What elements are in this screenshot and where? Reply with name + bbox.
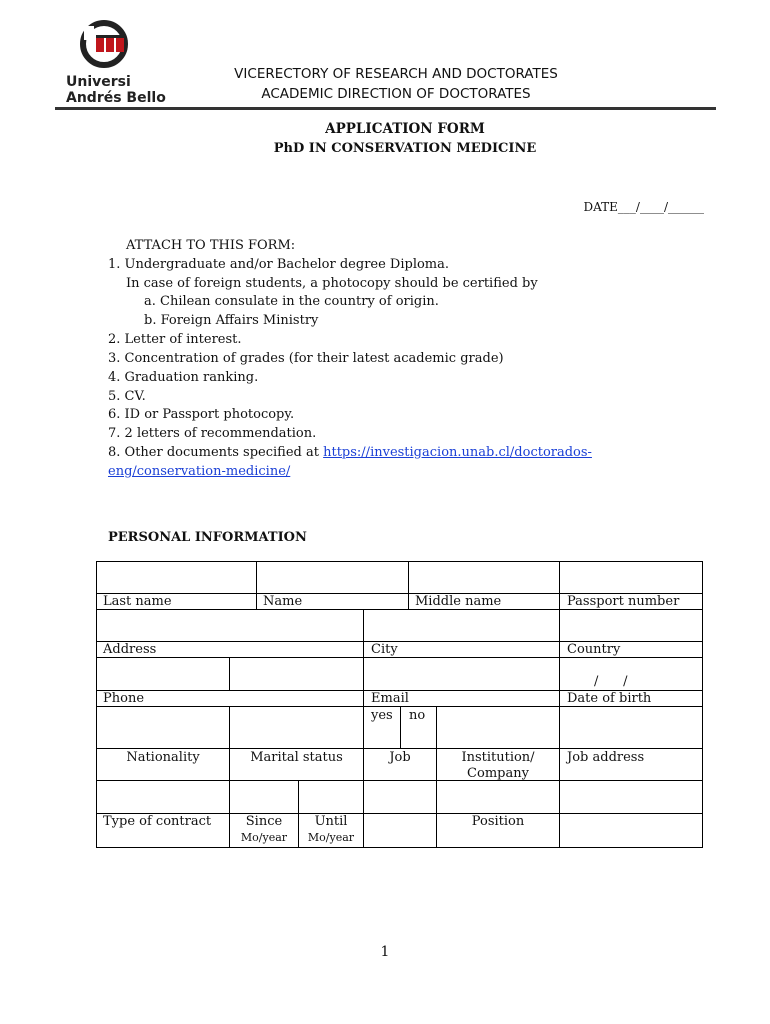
- since-label: Since: [245, 814, 283, 829]
- marital-status-input[interactable]: [230, 707, 363, 748]
- nationality-input[interactable]: [97, 707, 229, 748]
- since-format-label: Mo/year: [240, 831, 288, 844]
- attach-item-5: 5. CV.: [108, 389, 146, 404]
- until-format-label: Mo/year: [307, 831, 355, 844]
- job-address-input[interactable]: [560, 707, 702, 748]
- date-of-birth-label: Date of birth: [567, 691, 652, 706]
- attach-item-2: 2. Letter of interest.: [108, 332, 242, 347]
- address-input[interactable]: [97, 610, 363, 641]
- contract-type-label: Type of contract: [103, 814, 212, 829]
- marital-status-label: Marital status: [250, 750, 343, 765]
- institution-input[interactable]: [437, 707, 559, 748]
- address-label: Address: [103, 642, 157, 657]
- form-title: APPLICATION FORM: [325, 121, 485, 137]
- job-no-option[interactable]: no: [409, 708, 426, 723]
- attach-item-3: 3. Concentration of grades (for their latest academic grade): [108, 351, 504, 366]
- institution-label: Institution/: [461, 750, 535, 765]
- company-label: Company: [467, 766, 529, 781]
- phone-label: Phone: [103, 691, 145, 706]
- country-label: Country: [567, 642, 621, 657]
- attach-item-4: 4. Graduation ranking.: [108, 370, 259, 385]
- attach-item-1a: a. Chilean consulate in the country of origin.: [144, 294, 439, 309]
- header-line-2: ACADEMIC DIRECTION OF DOCTORATES: [261, 86, 531, 102]
- phone-input[interactable]: [97, 658, 363, 690]
- position-label: Position: [471, 814, 525, 829]
- passport-number-label: Passport number: [567, 594, 680, 609]
- email-label: Email: [371, 691, 409, 706]
- city-input[interactable]: [364, 610, 559, 641]
- since-input[interactable]: [230, 781, 298, 813]
- attach-item-1-note: In case of foreign students, a photocopy should be certified by: [126, 276, 538, 291]
- country-input[interactable]: [560, 610, 702, 641]
- logo-line-2: Andrés Bello: [66, 90, 166, 106]
- middle-name-input[interactable]: [409, 562, 559, 593]
- name-label: Name: [263, 594, 303, 609]
- attach-item-6: 6. ID or Passport photocopy.: [108, 407, 295, 422]
- header-line-1: VICERECTORY OF RESEARCH AND DOCTORATES: [234, 66, 558, 82]
- last-name-input[interactable]: [97, 562, 256, 593]
- date-of-birth-input[interactable]: / /: [594, 674, 628, 689]
- nationality-label: Nationality: [126, 750, 200, 765]
- attach-item-7: 7. 2 letters of recommendation.: [108, 426, 317, 441]
- job-label: Job: [389, 750, 411, 765]
- name-input[interactable]: [257, 562, 408, 593]
- until-label: Until: [314, 814, 348, 829]
- job-address-label: Job address: [567, 750, 645, 765]
- middle-name-label: Middle name: [415, 594, 502, 609]
- passport-number-input[interactable]: [560, 562, 702, 593]
- city-label: City: [371, 642, 398, 657]
- logo-line-1: Universi: [66, 74, 131, 90]
- personal-info-heading: PERSONAL INFORMATION: [108, 530, 307, 545]
- job-yes-option[interactable]: yes: [371, 708, 393, 723]
- date-field[interactable]: DATE___/____/______: [583, 200, 704, 214]
- until-input[interactable]: [299, 781, 363, 813]
- contract-type-input[interactable]: [97, 781, 229, 813]
- last-name-label: Last name: [103, 594, 172, 609]
- attach-item-1: 1. Undergraduate and/or Bachelor degree Diploma.: [108, 257, 450, 272]
- page-number: 1: [380, 944, 390, 960]
- attach-item-1b: b. Foreign Affairs Ministry: [144, 313, 319, 328]
- email-input[interactable]: [364, 658, 559, 690]
- attach-item-8-prefix: 8. Other documents specified at: [108, 445, 324, 460]
- form-subtitle: PhD IN CONSERVATION MEDICINE: [273, 141, 537, 156]
- documents-link-part-2[interactable]: eng/conservation-medicine/: [108, 464, 291, 479]
- position-input[interactable]: [437, 781, 559, 813]
- attach-heading: ATTACH TO THIS FORM:: [126, 238, 296, 253]
- documents-link-part-1[interactable]: https://investigacion.unab.cl/doctorados-: [323, 445, 592, 460]
